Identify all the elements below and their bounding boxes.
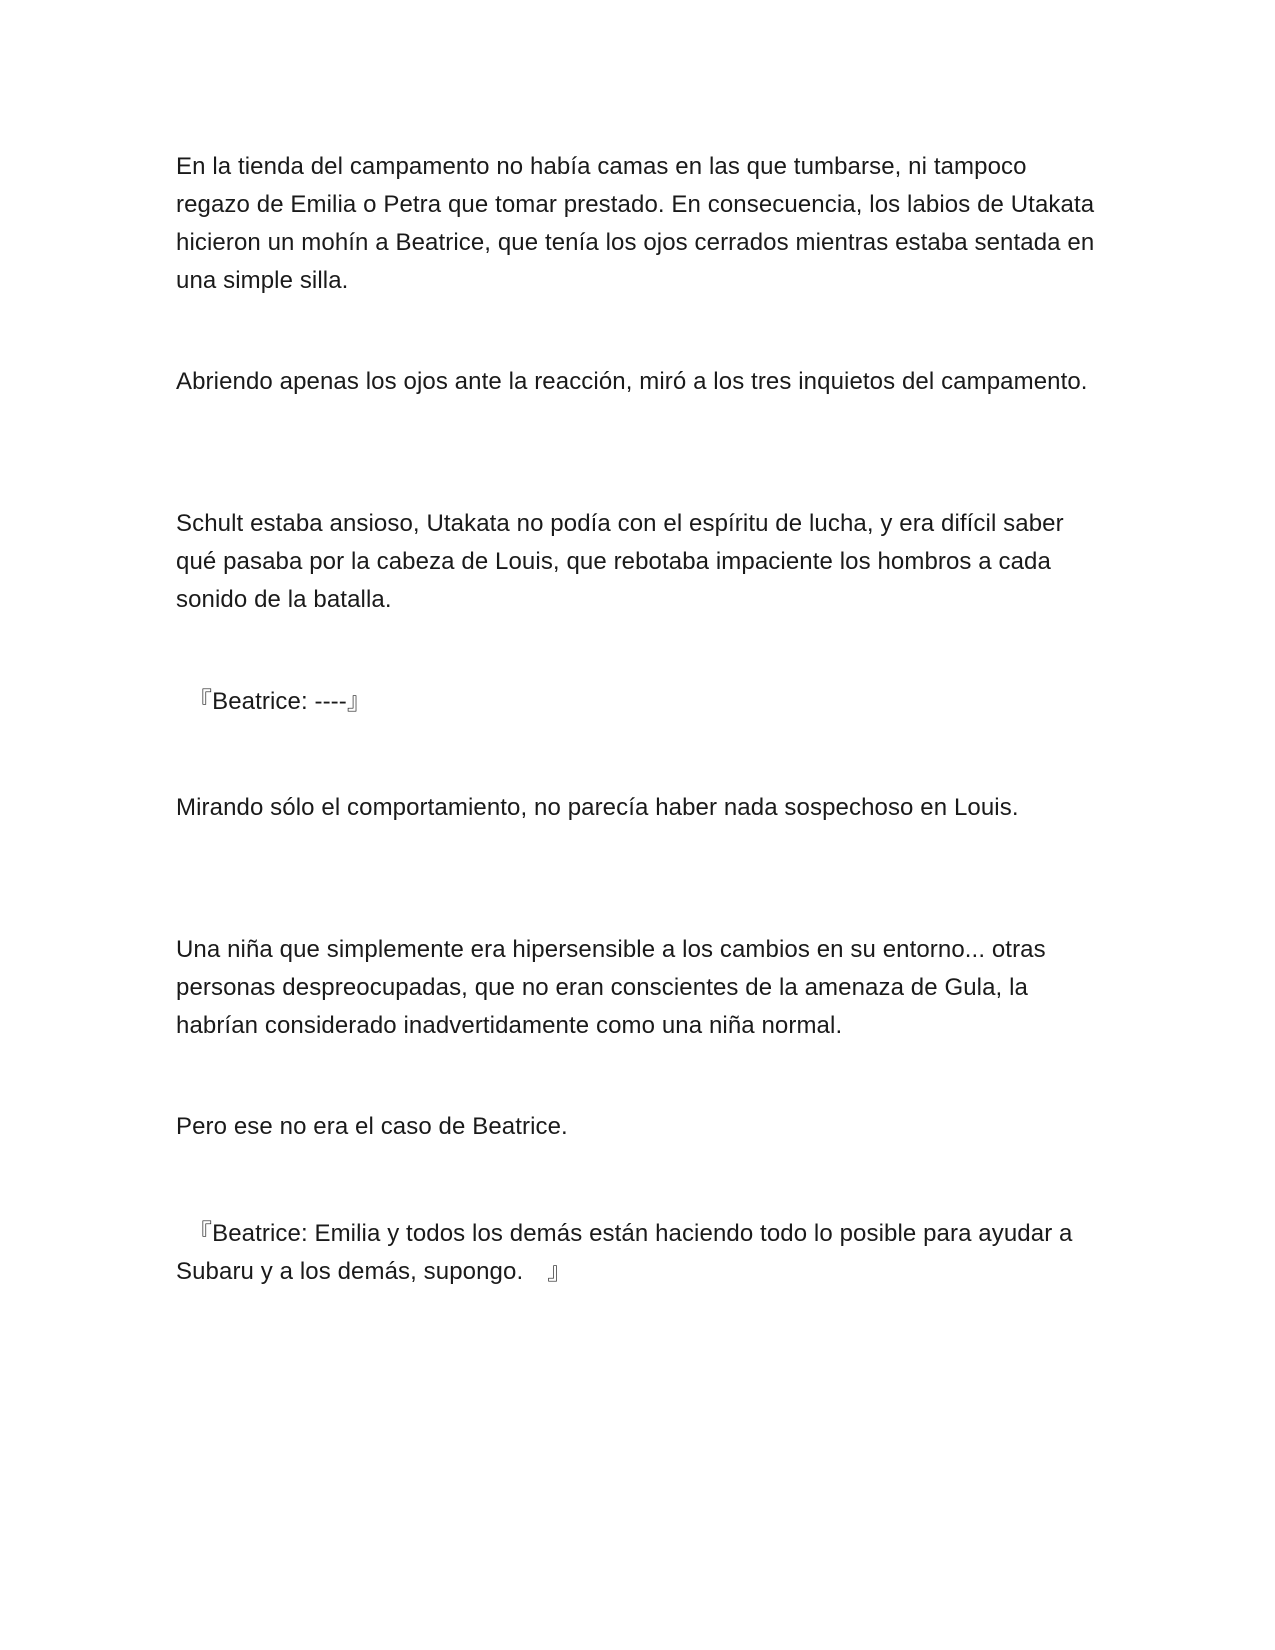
dialogue-2: 『Beatrice: Emilia y todos los demás están haciendo todo lo posible para ayudar a Subaru y a los demás, supongo. 』 xyxy=(176,1220,1073,1285)
dialogue-1: 『Beatrice: ----』 xyxy=(188,688,371,715)
paragraph-1: En la tienda del campamento no había camas en las que tumbarse, ni tampoco regazo de Emilia o Petra que tomar prestado. En consecuencia, los labios de Utakata hicieron un mohín a Beatrice, que tenía los ojos cerrados mientras estaba sentada en una simple silla. xyxy=(176,153,1095,294)
paragraph-5: Una niña que simplemente era hipersensible a los cambios en su entorno... otras personas despreocupadas, que no eran conscientes de la amenaza de Gula, la habrían considerado inadvertidamente como una niña normal. xyxy=(176,936,1046,1039)
paragraph-6: Pero ese no era el caso de Beatrice. xyxy=(176,1113,568,1140)
paragraph-3: Schult estaba ansioso, Utakata no podía con el espíritu de lucha, y era difícil saber qué pasaba por la cabeza de Louis, que rebotaba impaciente los hombros a cada sonido de la batalla. xyxy=(176,510,1064,613)
paragraph-4: Mirando sólo el comportamiento, no parecía haber nada sospechoso en Louis. xyxy=(176,794,1019,821)
paragraph-2: Abriendo apenas los ojos ante la reacción, miró a los tres inquietos del campamento. xyxy=(176,368,1088,395)
